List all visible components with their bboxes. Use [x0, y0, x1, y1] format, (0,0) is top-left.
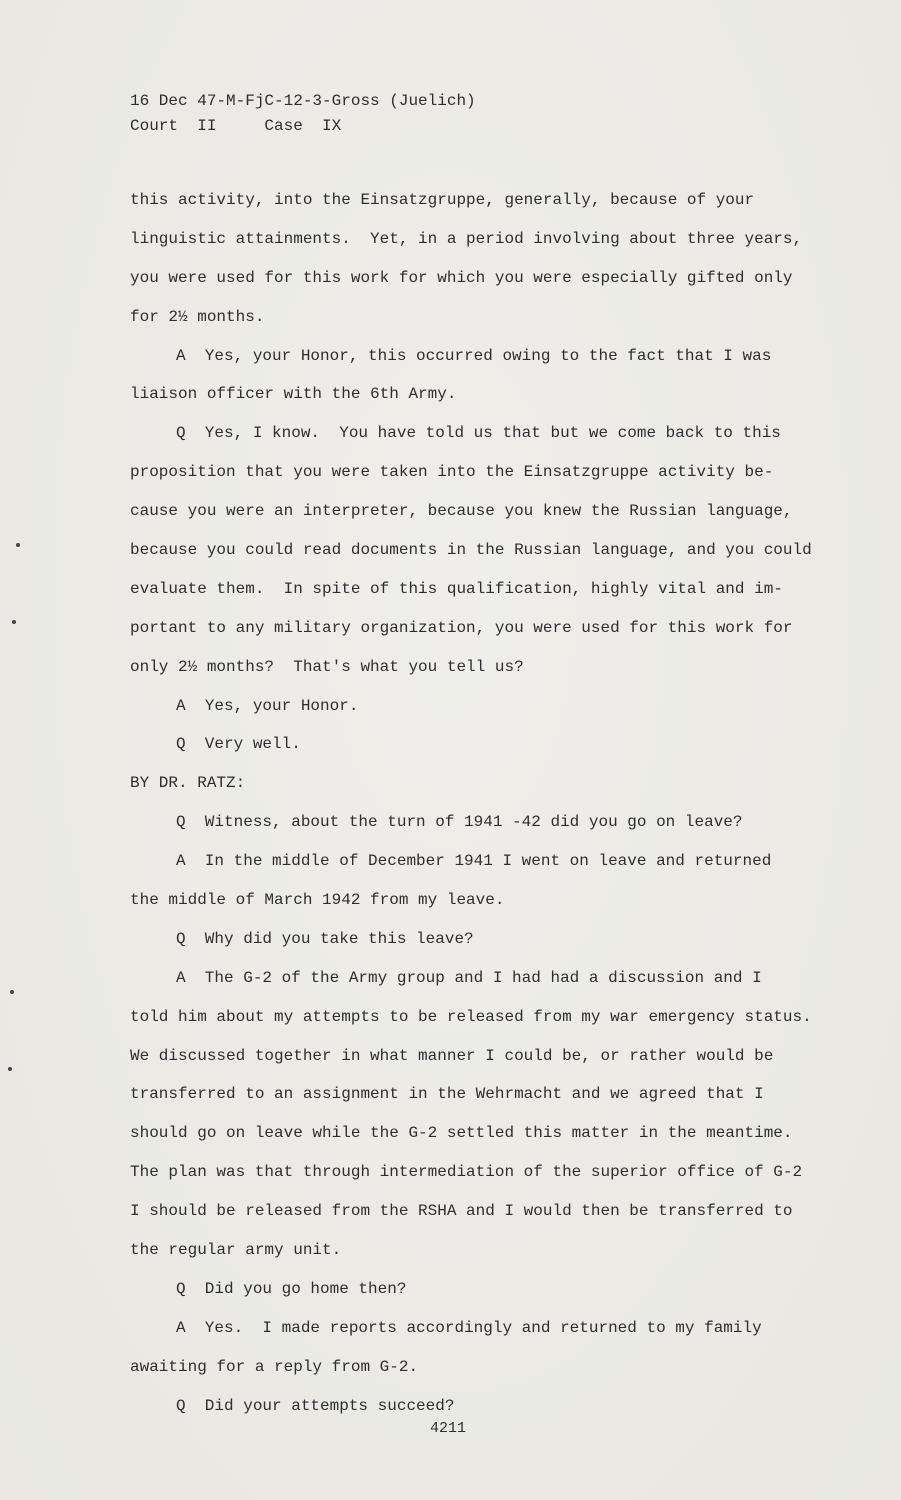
transcript-line: The plan was that through intermediation of the superior office of G-2: [130, 1163, 803, 1182]
transcript-line: I should be released from the RSHA and I would then be transferred to: [130, 1202, 793, 1221]
punch-mark: [8, 1067, 12, 1071]
punch-mark: [12, 620, 16, 624]
transcript-line: We discussed together in what manner I could be, or rather would be: [130, 1046, 774, 1065]
transcript-line: should go on leave while the G-2 settled this matter in the meantime.: [130, 1124, 793, 1143]
transcript-line: Q Did your attempts succeed?: [176, 1396, 455, 1415]
transcript-line: awaiting for a reply from G-2.: [130, 1357, 419, 1376]
transcript-line: transferred to an assignment in the Wehrmacht and we agreed that I: [130, 1085, 764, 1104]
transcript-line: Q Why did you take this leave?: [176, 929, 474, 948]
transcript-line: this activity, into the Einsatzgruppe, generally, because of your: [130, 191, 755, 209]
transcript-line: the regular army unit.: [130, 1241, 342, 1260]
transcript-line: linguistic attainments. Yet, in a period involving about three years,: [130, 229, 803, 248]
transcript-line: the middle of March 1942 from my leave.: [130, 891, 505, 910]
transcript-line: you were used for this work for which you were especially gifted only: [130, 268, 793, 287]
header-court-case: Court II Case IX: [130, 117, 342, 135]
transcript-line: Q Witness, about the turn of 1941 -42 did you go on leave?: [176, 813, 743, 832]
transcript-line: proposition that you were taken into the Einsatzgruppe activity be-: [130, 463, 774, 482]
transcript-line: for 2½ months.: [130, 307, 265, 326]
transcript-line: because you could read documents in the Russian language, and you could: [130, 541, 812, 560]
transcript-line: A In the middle of December 1941 I went on leave and returned: [176, 852, 772, 871]
transcript-line: evaluate them. In spite of this qualification, highly vital and im-: [130, 579, 783, 598]
transcript-line: told him about my attempts to be released from my war emergency status.: [130, 1007, 812, 1026]
transcript-line: Q Very well.: [176, 735, 301, 754]
transcript-line: Q Did you go home then?: [176, 1279, 407, 1298]
transcript-line: A The G-2 of the Army group and I had had a discussion and I: [176, 968, 762, 987]
header-docket-line: 16 Dec 47-M-FjC-12-3-Gross (Juelich): [130, 92, 476, 110]
transcript-body: [130, 189, 812, 1434]
transcript-line: only 2½ months? That's what you tell us?: [130, 657, 524, 676]
page-number: 4211: [430, 1420, 467, 1437]
transcript-line: A Yes, your Honor.: [176, 696, 359, 715]
transcript-line: BY DR. RATZ:: [130, 774, 246, 793]
transcript-line: Q Yes, I know. You have told us that but we come back to this: [176, 424, 781, 443]
transcript-line: A Yes. I made reports accordingly and returned to my family: [176, 1318, 762, 1337]
punch-mark: [10, 990, 14, 994]
transcript-line: cause you were an interpreter, because you knew the Russian language,: [130, 502, 793, 521]
transcript-line: A Yes, your Honor, this occurred owing to the fact that I was: [176, 346, 772, 365]
punch-mark: [16, 543, 20, 547]
transcript-line: liaison officer with the 6th Army.: [130, 385, 457, 404]
transcript-line: portant to any military organization, you were used for this work for: [130, 618, 793, 637]
